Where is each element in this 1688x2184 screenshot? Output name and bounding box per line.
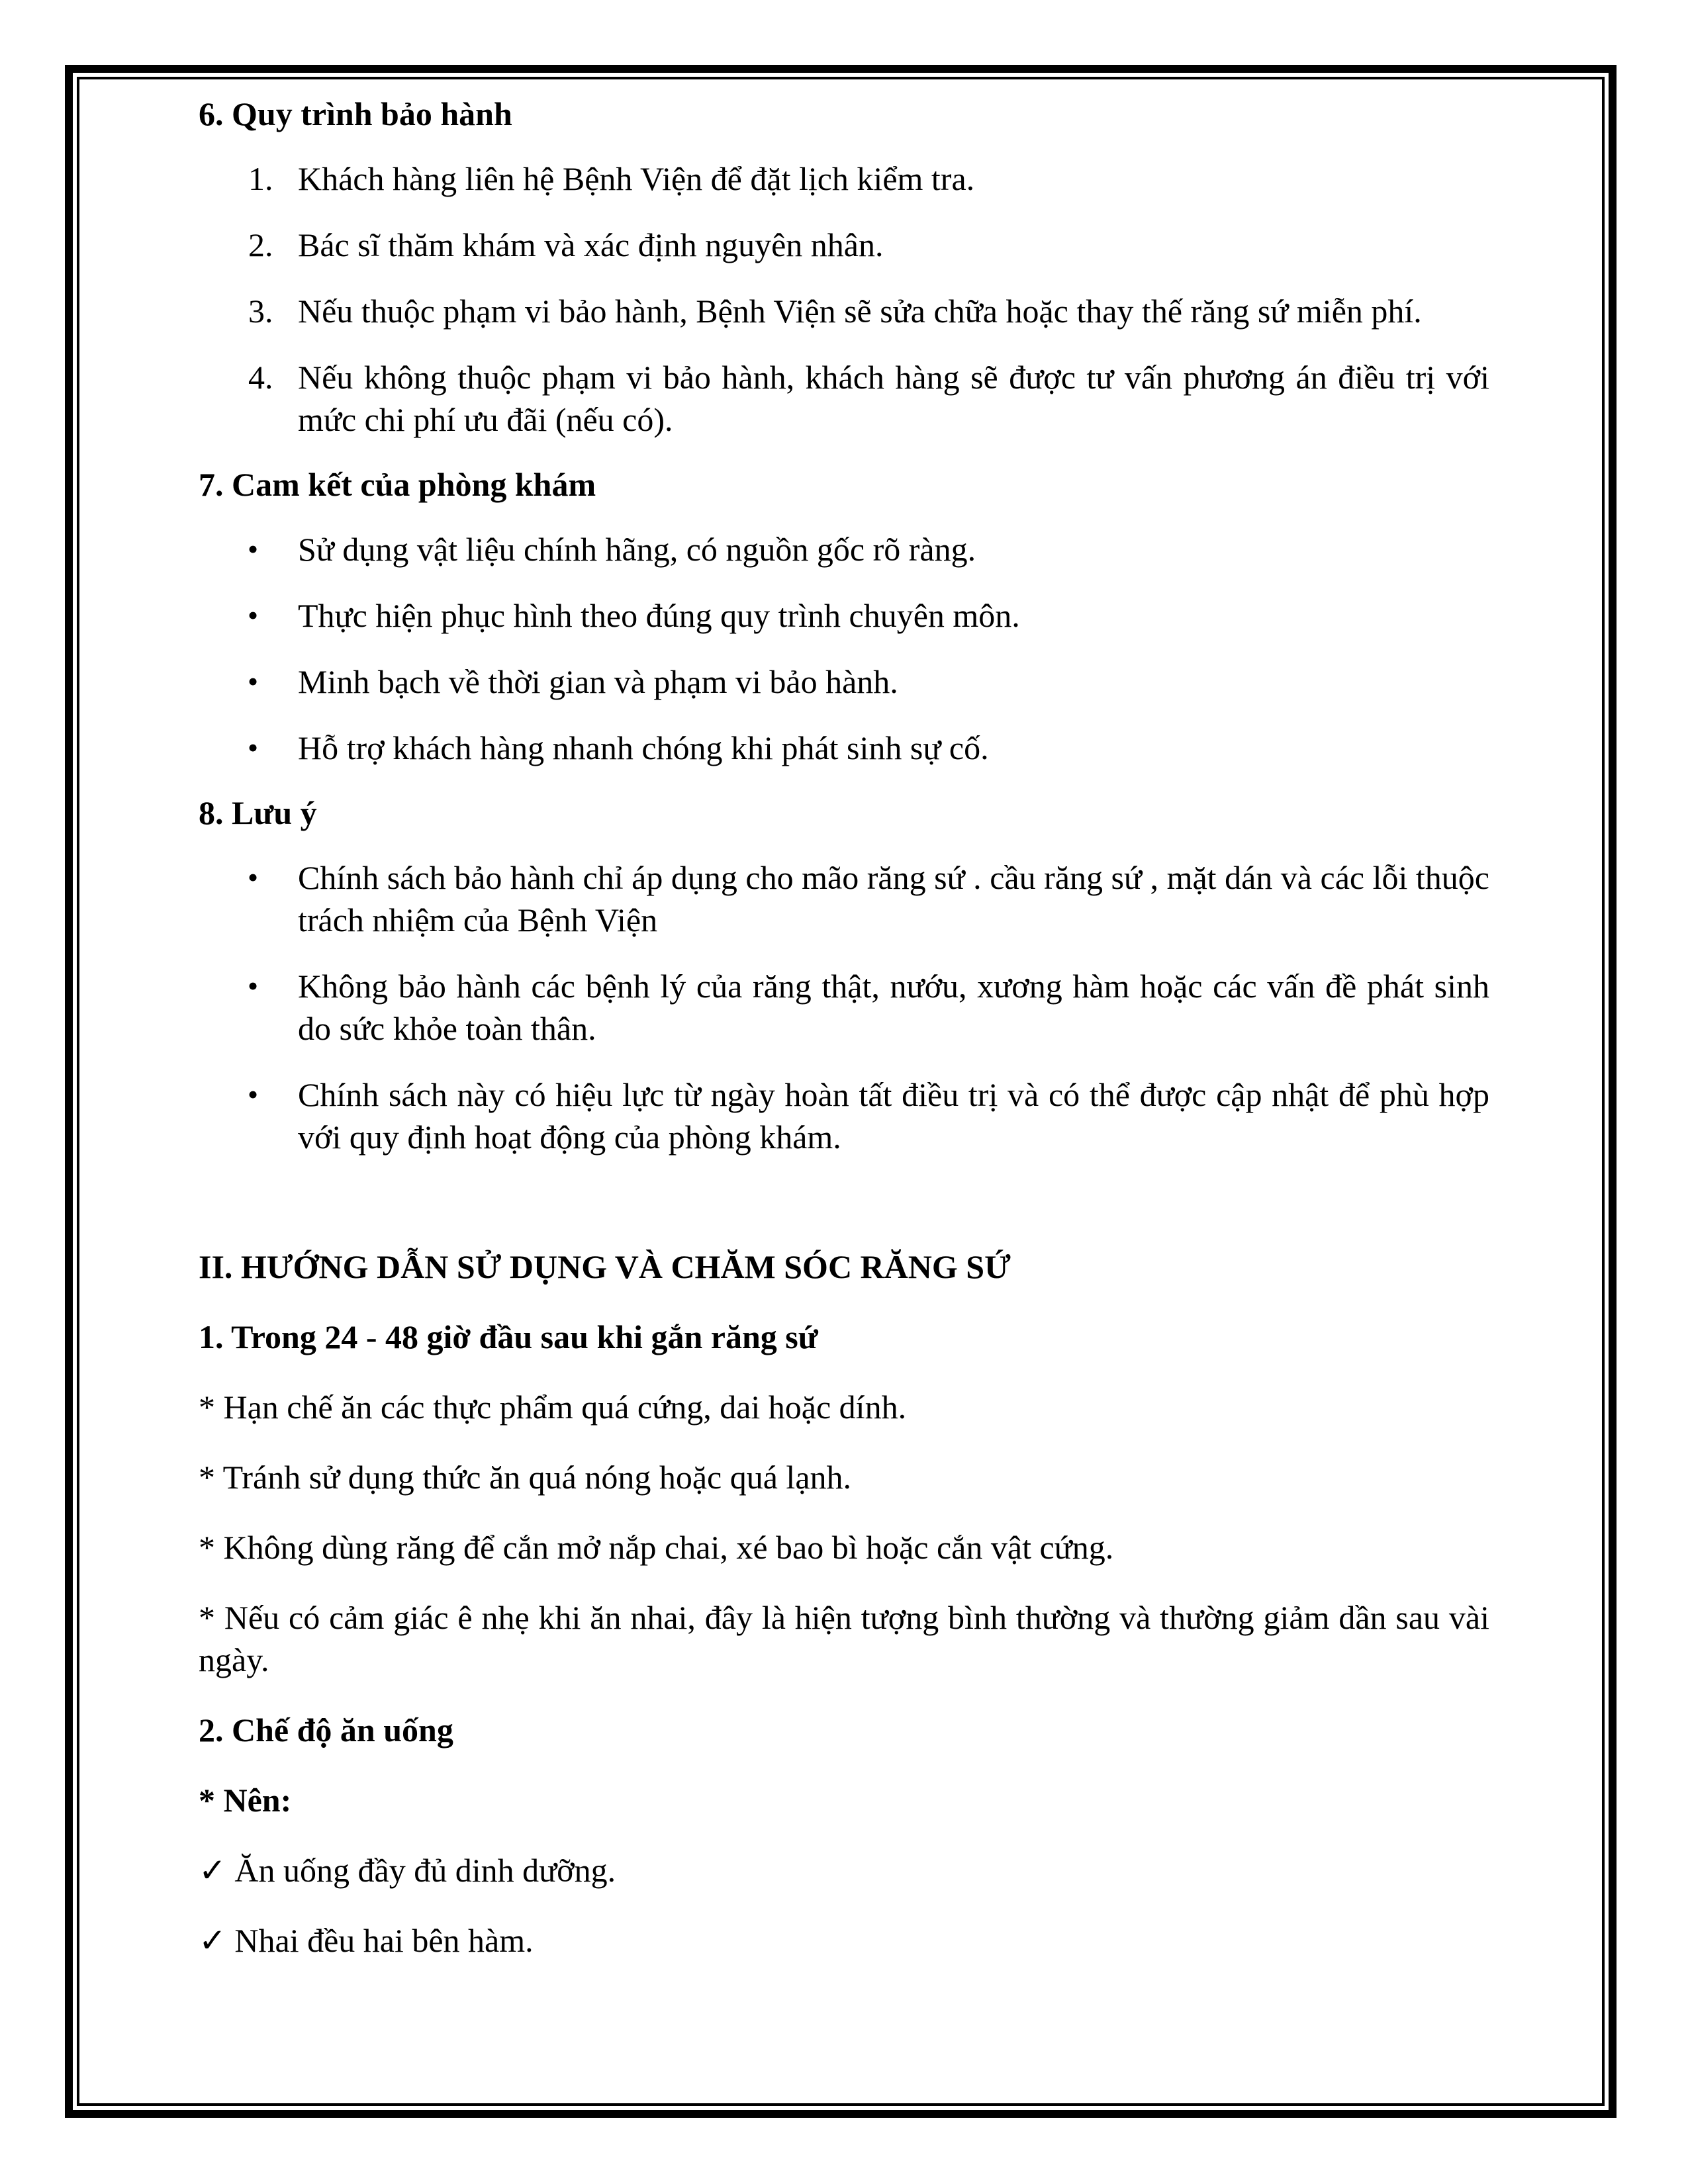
item-number: 2. — [248, 226, 273, 263]
item-text: Chính sách bảo hành chỉ áp dụng cho mão răng sứ . cầu răng sứ , mặt dán và các lỗi thuộc trách nhiệm của Bệnh Viện — [298, 859, 1489, 938]
item-text: Nếu thuộc phạm vi bảo hành, Bệnh Viện sẽ sửa chữa hoặc thay thế răng sứ miễn phí. — [298, 293, 1422, 330]
should-label: * Nên: — [199, 1782, 292, 1819]
item-text: Chính sách này có hiệu lực từ ngày hoàn tất điều trị và có thể được cập nhật để phù hợp với quy định hoạt động của phòng khám. — [298, 1076, 1489, 1156]
list-item — [199, 528, 1489, 570]
bullet: • — [248, 731, 259, 764]
item-text: Minh bạch về thời gian và phạm vi bảo hành. — [298, 663, 898, 700]
check-item: ✓ Nhai đều hai bên hàm. — [199, 1922, 534, 1959]
item-text: Bác sĩ thăm khám và xác định nguyên nhân. — [298, 226, 884, 263]
list-item — [199, 594, 1489, 637]
part-2-heading: II. HƯỚNG DẪN SỬ DỤNG VÀ CHĂM SÓC RĂNG SỨ — [199, 1248, 1011, 1285]
check-item: ✓ Ăn uống đầy đủ dinh dưỡng. — [199, 1852, 616, 1889]
item-text: Khách hàng liên hệ Bệnh Viện để đặt lịch kiểm tra. — [298, 160, 975, 197]
bullet: • — [248, 664, 259, 698]
document-body — [199, 93, 1489, 1962]
item-text: Sử dụng vật liệu chính hãng, có nguồn gốc rõ ràng. — [298, 531, 976, 568]
section-7-heading: 7. Cam kết của phòng khám — [199, 466, 596, 503]
list-item — [199, 856, 1489, 941]
bullet: • — [248, 598, 259, 632]
list-item — [199, 727, 1489, 769]
part-2-sub-2-heading: 2. Chế độ ăn uống — [199, 1711, 453, 1749]
list-item — [199, 356, 1489, 441]
section-8-heading: 8. Lưu ý — [199, 794, 317, 831]
list-item — [199, 965, 1489, 1050]
section-8-list — [199, 856, 1489, 1158]
section-7-list — [199, 528, 1489, 769]
item-number: 1. — [248, 160, 273, 197]
care-instruction: * Tránh sử dụng thức ăn quá nóng hoặc quá lạnh. — [199, 1459, 852, 1496]
bullet: • — [248, 1077, 259, 1111]
bullet: • — [248, 532, 259, 566]
bullet: • — [248, 860, 259, 894]
list-item — [199, 224, 1489, 266]
care-instruction: * Không dùng răng để cắn mở nắp chai, xé bao bì hoặc cắn vật cứng. — [199, 1529, 1114, 1566]
item-text: Nếu không thuộc phạm vi bảo hành, khách hàng sẽ được tư vấn phương án điều trị với mức chi phí ưu đãi (nếu có). — [298, 359, 1489, 438]
item-number: 4. — [248, 359, 273, 396]
care-instruction: * Hạn chế ăn các thực phẩm quá cứng, dai hoặc dính. — [199, 1388, 907, 1426]
item-text: Thực hiện phục hình theo đúng quy trình chuyên môn. — [298, 597, 1020, 634]
list-item — [199, 290, 1489, 332]
section-6-heading: 6. Quy trình bảo hành — [199, 95, 512, 132]
section-6-list — [199, 158, 1489, 441]
item-text: Hỗ trợ khách hàng nhanh chóng khi phát sinh sự cố. — [298, 729, 989, 766]
part-2-sub-1-heading: 1. Trong 24 - 48 giờ đầu sau khi gắn răng sứ — [199, 1318, 818, 1355]
item-number: 3. — [248, 293, 273, 330]
care-instruction: * Nếu có cảm giác ê nhẹ khi ăn nhai, đây là hiện tượng bình thường và thường giảm dần sau vài ngày. — [199, 1599, 1489, 1678]
item-text: Không bảo hành các bệnh lý của răng thật, nướu, xương hàm hoặc các vấn đề phát sinh do sức khỏe toàn thân. — [298, 968, 1489, 1047]
list-item — [199, 158, 1489, 200]
list-item — [199, 660, 1489, 703]
bullet: • — [248, 969, 259, 1003]
list-item — [199, 1073, 1489, 1158]
